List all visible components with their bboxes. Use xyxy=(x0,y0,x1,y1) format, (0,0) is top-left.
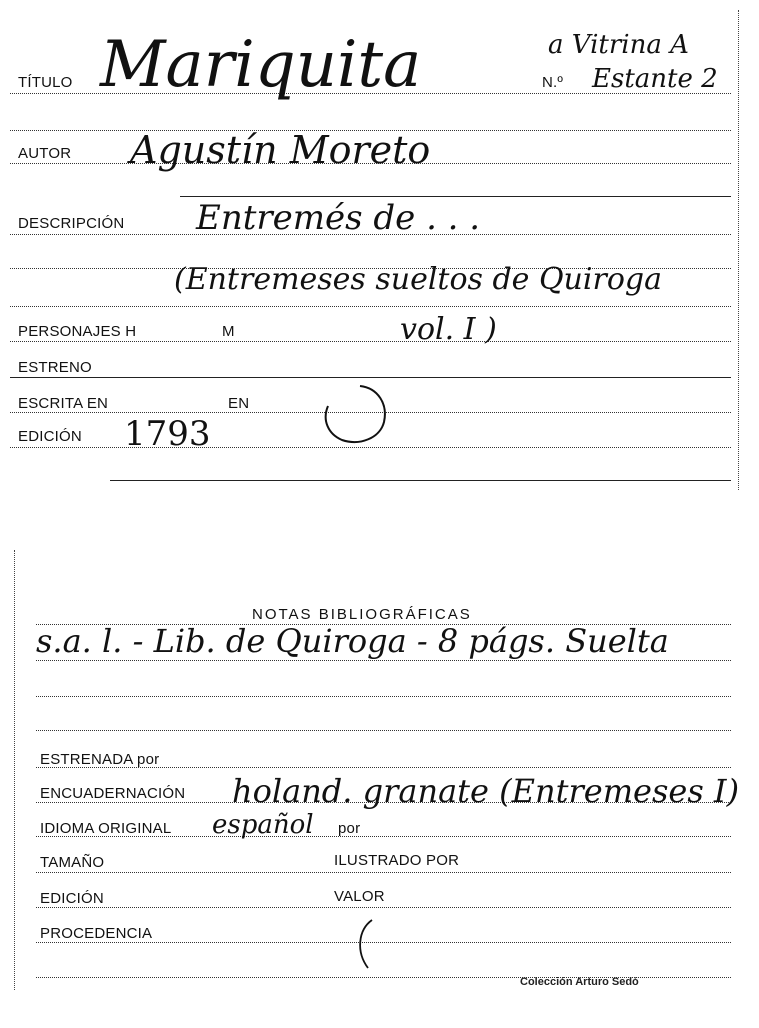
bottom-card xyxy=(0,540,759,1028)
handwritten-description-2: (Entremeses sueltos de Quiroga xyxy=(174,262,662,297)
label-valor: VALOR xyxy=(334,888,385,905)
label-ilustrado: ILUSTRADO POR xyxy=(334,852,460,869)
hand-drawn-arc xyxy=(352,916,382,976)
label-personajes: PERSONAJES H xyxy=(18,323,137,340)
label-escrita-en: ESCRITA EN xyxy=(18,395,109,412)
rule xyxy=(36,872,731,873)
rule xyxy=(110,480,731,481)
card-edge xyxy=(14,550,15,990)
rule xyxy=(36,730,731,731)
top-card xyxy=(0,0,759,495)
rule xyxy=(36,660,731,661)
handwritten-estante: Estante 2 xyxy=(592,64,718,94)
label-estreno: ESTRENO xyxy=(18,359,92,376)
handwritten-vitrina: a Vitrina A xyxy=(548,30,689,60)
card-edge xyxy=(738,10,739,490)
rule xyxy=(36,942,731,943)
handwritten-description-3: vol. I ) xyxy=(400,312,497,347)
handwritten-title: Mariquita xyxy=(100,28,422,102)
label-no: N.º xyxy=(542,74,564,91)
label-autor: AUTOR xyxy=(18,145,72,162)
label-titulo: TÍTULO xyxy=(18,74,73,91)
label-en: EN xyxy=(228,395,250,412)
rule xyxy=(36,907,731,908)
handwritten-language: español xyxy=(212,810,314,840)
handwritten-notes: s.a. l. - Lib. de Quiroga - 8 págs. Suelta xyxy=(36,622,669,660)
label-edicion: EDICIÓN xyxy=(18,428,82,445)
rule xyxy=(180,196,731,197)
handwritten-author: Agustín Moreto xyxy=(130,128,431,172)
label-estrenada-por: ESTRENADA por xyxy=(40,751,160,768)
label-idioma: IDIOMA ORIGINAL xyxy=(40,820,172,837)
label-tamano: TAMAÑO xyxy=(40,854,105,871)
label-por: por xyxy=(338,820,361,837)
handwritten-description: Entremés de . . . xyxy=(196,198,481,238)
rule xyxy=(10,306,731,307)
collection-stamp: Colección Arturo Sedó xyxy=(520,976,639,988)
rule xyxy=(36,696,731,697)
rule xyxy=(10,341,731,342)
rule xyxy=(10,377,731,378)
label-procedencia: PROCEDENCIA xyxy=(40,925,153,942)
section-heading: NOTAS BIBLIOGRÁFICAS xyxy=(252,606,472,623)
handwritten-edition-year: 1793 xyxy=(124,414,211,454)
label-descripcion: DESCRIPCIÓN xyxy=(18,215,125,232)
hand-drawn-circle xyxy=(320,380,392,448)
label-m: M xyxy=(222,323,235,340)
handwritten-binding: holand. granate (Entremeses I) xyxy=(232,772,740,810)
label-edicion: EDICIÓN xyxy=(40,890,104,907)
label-encuadernacion: ENCUADERNACIÓN xyxy=(40,785,186,802)
